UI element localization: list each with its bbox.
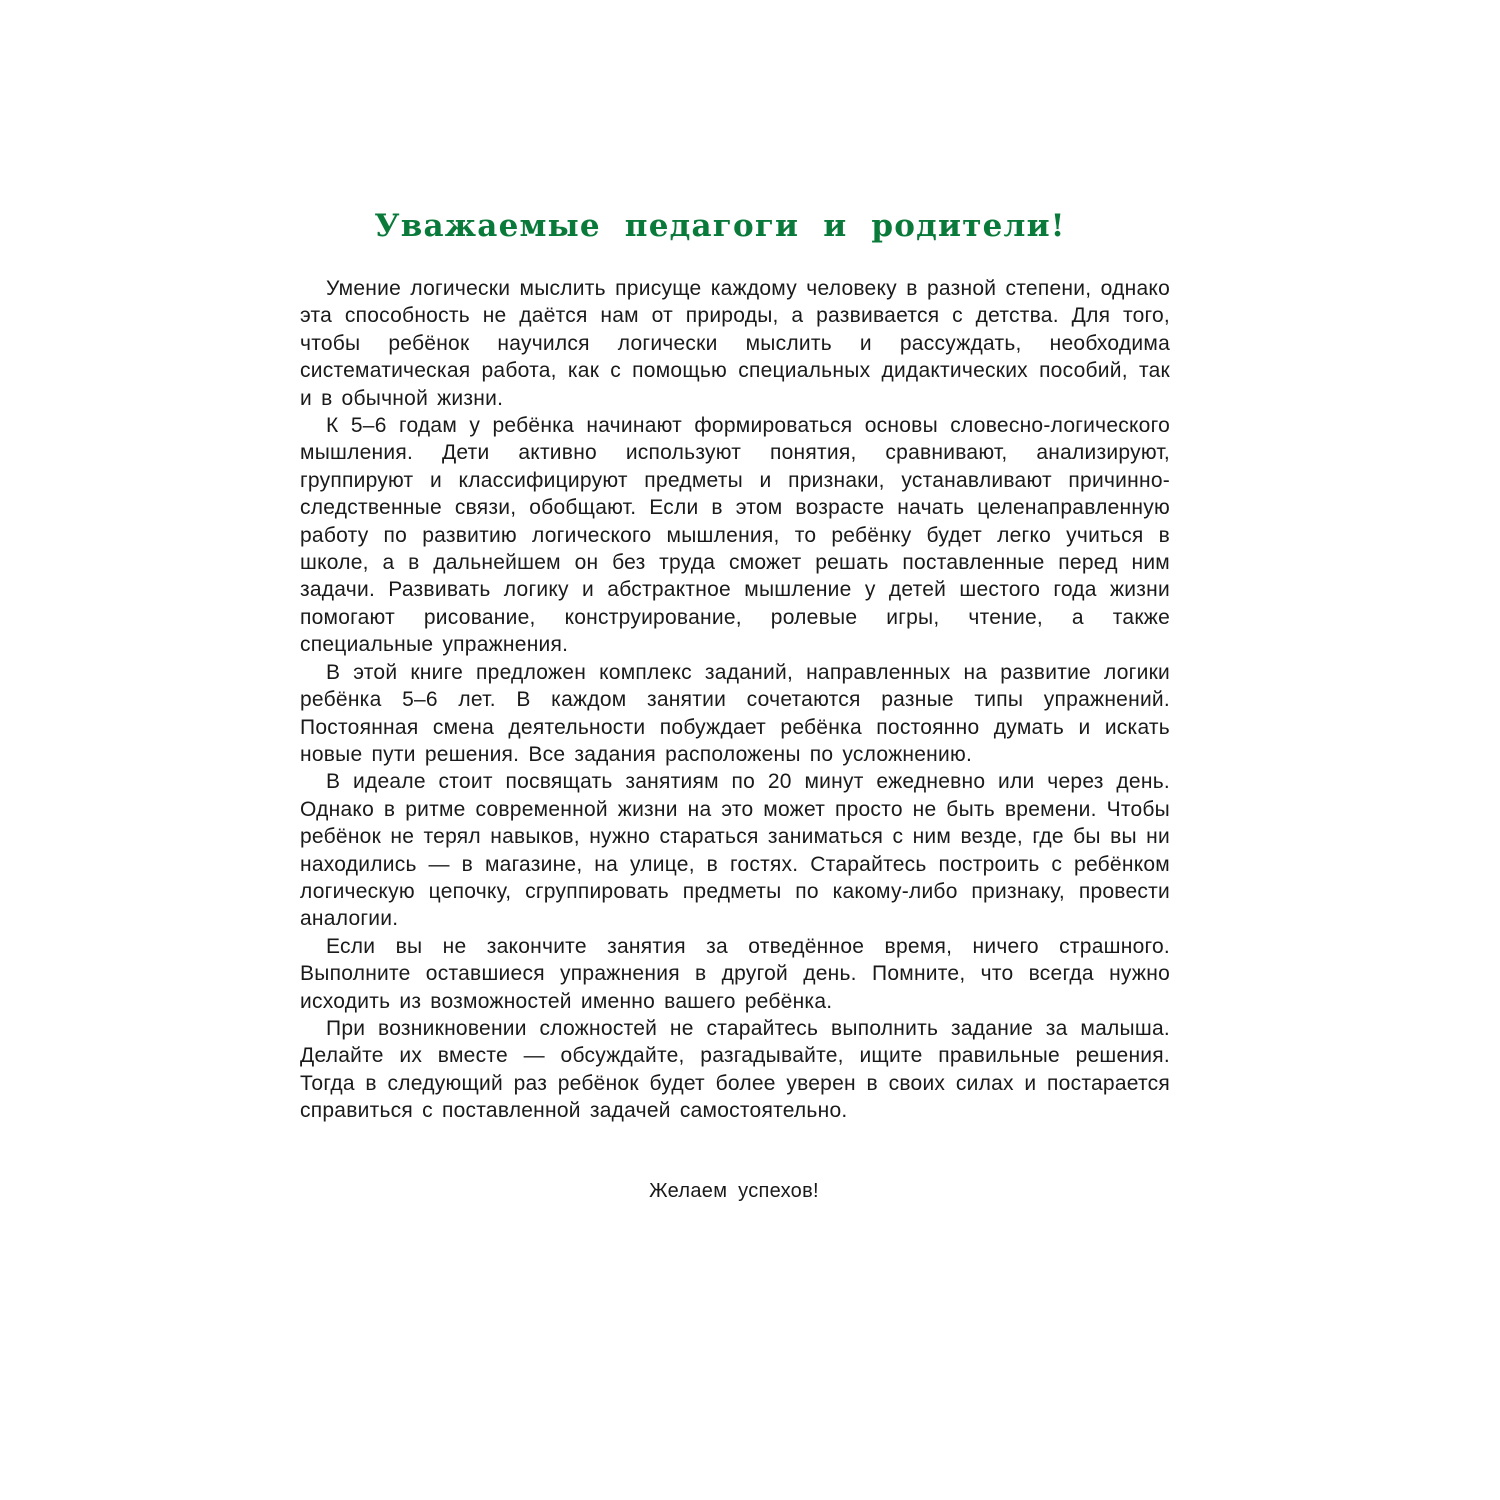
paragraph: В этой книге предложен комплекс заданий, направленных на развитие логики ребёнка 5–6 лет. В каждом занятии сочетаются разные типы упражнений. Постоянная смена деятельности побуждает ребёнка постоянно думать и искать новые пути решения. Все задания расположены по усложнению. — [300, 660, 1170, 766]
paragraph: К 5–6 годам у ребёнка начинают формироваться основы словесно-логического мышления. Дети активно используют понятия, сравнивают, анализируют, группируют и классифицируют предметы и признаки, устанавливают причинно-следственные связи, обобщают. Если в этом возрасте начать целенаправленную работу по развитию логического мышления, то ребёнку будет легко учиться в школе, а в дальнейшем он без труда сможет решать поставленные перед ним задачи. Развивать логику и абстрактное мышление у детей шестого года жизни помогают рисование, конструирование, ролевые игры, чтение, а также специальные упражнения. — [300, 414, 1170, 657]
body-text — [300, 275, 1170, 1125]
closing-line: Желаем успехов! — [649, 1180, 819, 1202]
paragraph: При возникновении сложностей не старайтесь выполнить задание за малыша. Делайте их вместе — обсуждайте, разгадывайте, ищите правильные решения. Тогда в следующий раз ребёнок будет более уверен в своих силах и постарается справиться с поставленной задачей самостоятельно. — [300, 1016, 1170, 1123]
paragraph: Умение логически мыслить присуще каждому человеку в разной степени, однако эта способность не даётся нам от природы, а развивается с детства. Для того, чтобы ребёнок научился логически мыслить и рассуждать, необходима систематическая работа, как с помощью специальных дидактических пособий, так и в обычной жизни. — [300, 277, 1170, 410]
paragraph: Если вы не закончите занятия за отведённое время, ничего страшного. Выполните оставшиеся упражнения в другой день. Помните, что всегда нужно исходить из возможностей именно вашего ребёнка. — [300, 934, 1170, 1013]
paragraph: В идеале стоит посвящать занятиям по 20 минут ежедневно или через день. Однако в ритме современной жизни на это может просто не быть времени. Чтобы ребёнок не терял навыков, нужно стараться заниматься с ним везде, где бы вы ни находились — в магазине, на улице, в гостях. Старайтесь построить с ребёнком логическую цепочку, сгруппировать предметы по какому-либо признаку, провести аналогии. — [300, 770, 1170, 931]
page-title: Уважаемые педагоги и родители! — [374, 207, 1066, 244]
